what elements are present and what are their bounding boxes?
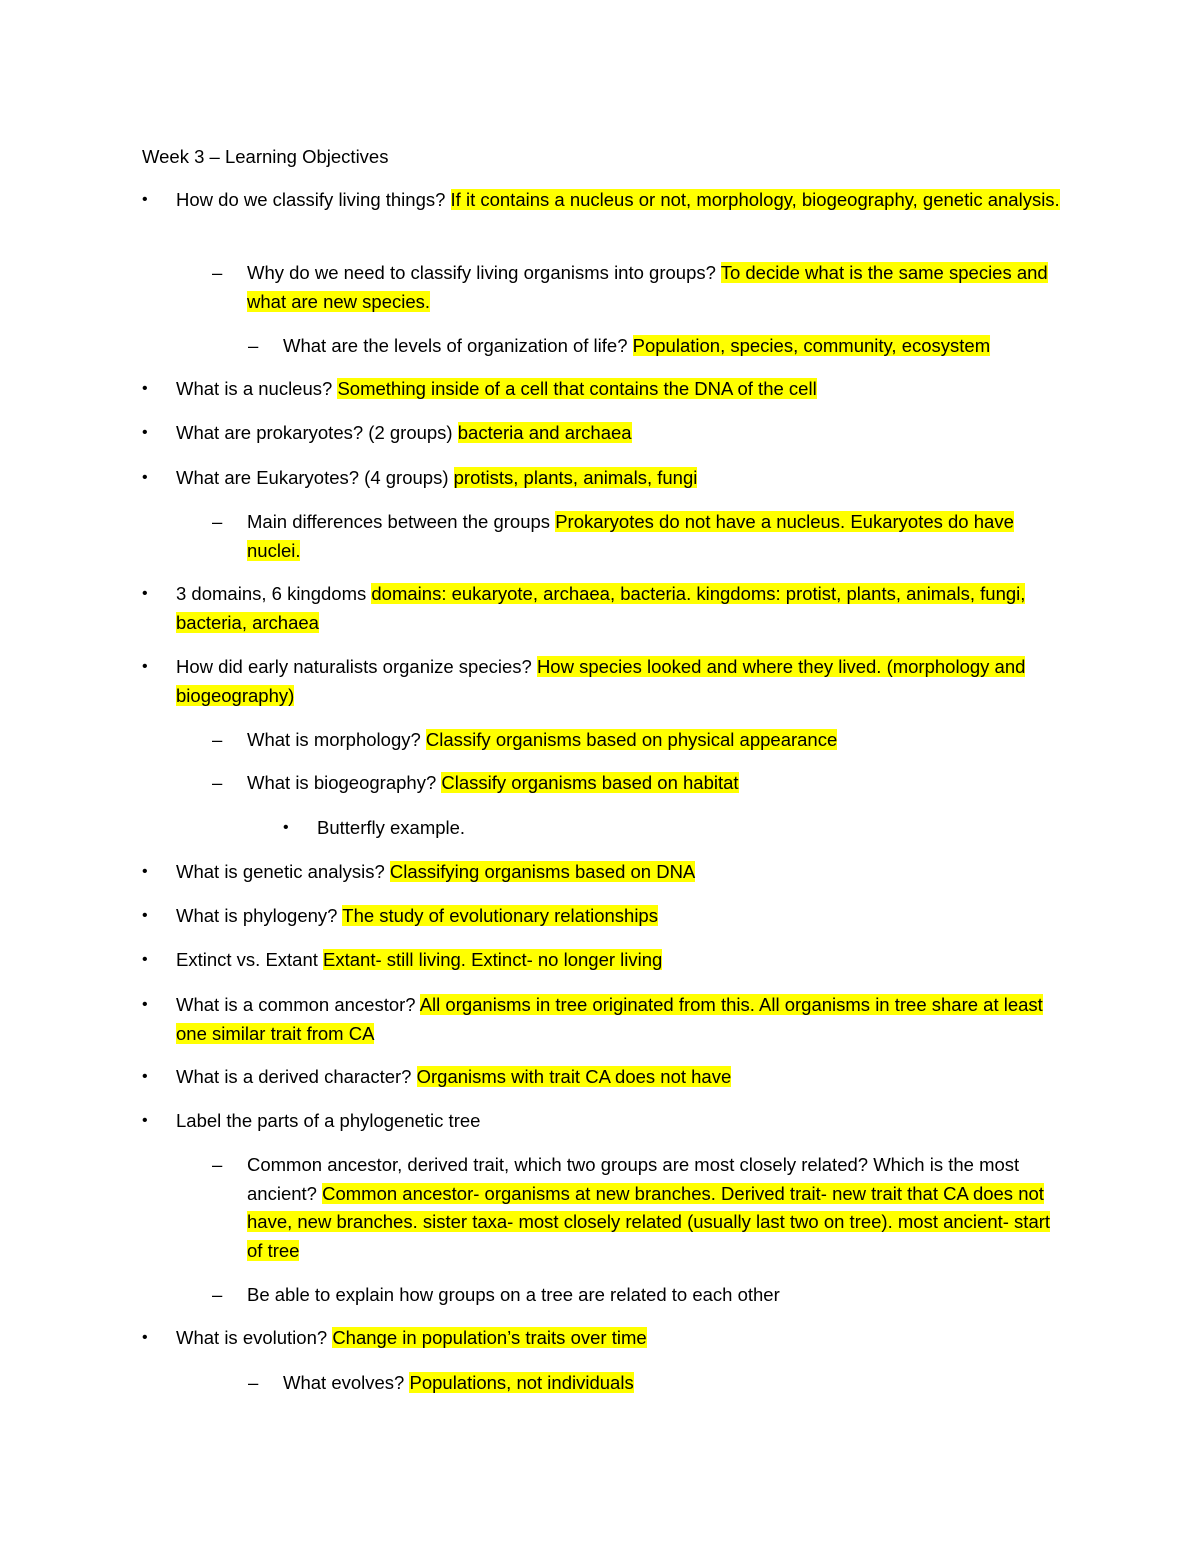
question-text: Common ancestor, derived trait, which two groups are most closely related? Which is the most ancient?: [247, 1154, 1020, 1204]
question-text: How did early naturalists organize species?: [176, 656, 537, 677]
dash-icon: –: [248, 335, 259, 356]
answer-highlight: Populations, not individuals: [409, 1372, 634, 1393]
list-item: [142, 653, 1061, 710]
answer-highlight: Something inside of a cell that contains the DNA of the cell: [337, 378, 817, 399]
bullet-icon: •: [142, 907, 148, 924]
question-text: What are the levels of organization of life?: [283, 335, 633, 356]
dash-icon: –: [212, 1154, 223, 1175]
question-text: Why do we need to classify living organisms into groups?: [247, 262, 721, 283]
answer-highlight: How species looked and where they lived. (morphology and biogeography): [176, 656, 1026, 706]
dash-icon: –: [212, 772, 223, 793]
bullet-icon: •: [142, 1329, 148, 1346]
answer-highlight: Extant- still living. Extinct- no longer living: [323, 949, 663, 970]
answer-highlight: protists, plants, animals, fungi: [453, 467, 698, 488]
bullet-icon: •: [142, 863, 148, 880]
list-item: [142, 946, 1061, 975]
bullet-icon: •: [142, 469, 148, 486]
answer-highlight: Organisms with trait CA does not have: [416, 1066, 732, 1087]
question-text: What is phylogeny?: [176, 905, 343, 926]
bullet-icon: •: [142, 585, 148, 602]
question-text: What is genetic analysis?: [176, 861, 390, 882]
document-title: Week 3 – Learning Objectives: [142, 146, 389, 167]
answer-highlight: Classify organisms based on habitat: [441, 772, 739, 793]
dash-icon: –: [212, 262, 223, 283]
answer-highlight: Population, species, community, ecosystem: [632, 335, 991, 356]
list-item: [142, 1107, 1061, 1136]
question-text: What is morphology?: [247, 729, 426, 750]
list-item: [248, 1369, 1063, 1398]
bullet-icon: •: [142, 1112, 148, 1129]
list-item: [283, 814, 1062, 843]
list-item: [142, 991, 1061, 1048]
list-item: [212, 726, 1062, 755]
dash-icon: –: [248, 1372, 259, 1393]
answer-highlight: Classifying organisms based on DNA: [389, 861, 696, 882]
list-item: [212, 259, 1062, 316]
question-text: What is a nucleus?: [176, 378, 338, 399]
question-text: Butterfly example.: [317, 817, 466, 838]
dash-icon: –: [212, 729, 223, 750]
list-item: [142, 186, 1061, 215]
question-text: Label the parts of a phylogenetic tree: [176, 1110, 481, 1131]
list-item: [142, 858, 1061, 887]
answer-highlight: bacteria and archaea: [457, 422, 632, 443]
question-text: What is a common ancestor?: [176, 994, 420, 1015]
bullet-icon: •: [142, 996, 148, 1013]
question-text: What is biogeography?: [247, 772, 442, 793]
list-item: [212, 1151, 1062, 1265]
answer-highlight: domains: eukaryote, archaea, bacteria. kingdoms: protist, plants, animals, fungi, bacteria, archaea: [176, 583, 1026, 633]
bullet-icon: •: [142, 658, 148, 675]
answer-highlight: Classify organisms based on physical appearance: [425, 729, 838, 750]
question-text: Main differences between the groups: [247, 511, 556, 532]
answer-highlight: Common ancestor- organisms at new branches. Derived trait- new trait that CA does not have, new branches. sister taxa- most closely related (usually last two on tree). most ancient- start of tree: [247, 1182, 1051, 1261]
list-item: [142, 1063, 1061, 1092]
question-text: Be able to explain how groups on a tree are related to each other: [247, 1284, 780, 1305]
dash-icon: –: [212, 1284, 223, 1305]
bullet-icon: •: [283, 819, 289, 836]
answer-highlight: Change in population’s traits over time: [332, 1327, 647, 1348]
list-item: [212, 508, 1062, 565]
list-item: [142, 375, 1061, 404]
list-item: [142, 902, 1061, 931]
bullet-icon: •: [142, 191, 148, 208]
question-text: Extinct vs. Extant: [176, 949, 324, 970]
bullet-icon: •: [142, 380, 148, 397]
question-text: What is a derived character?: [176, 1066, 417, 1087]
answer-highlight: If it contains a nucleus or not, morphology, biogeography, genetic analysis.: [450, 189, 1060, 210]
bullet-icon: •: [142, 951, 148, 968]
list-item: [142, 464, 1061, 493]
bullet-icon: •: [142, 1068, 148, 1085]
bullet-icon: •: [142, 424, 148, 441]
answer-highlight: To decide what is the same species and what are new species.: [247, 262, 1048, 312]
question-text: What is evolution?: [176, 1327, 333, 1348]
dash-icon: –: [212, 511, 223, 532]
question-text: How do we classify living things?: [176, 189, 451, 210]
list-item: [248, 332, 1063, 361]
list-item: [142, 580, 1061, 637]
question-text: What are prokaryotes? (2 groups): [176, 422, 458, 443]
question-text: What evolves?: [283, 1372, 410, 1393]
list-item: [212, 1281, 1062, 1310]
list-item: [212, 769, 1062, 798]
question-text: 3 domains, 6 kingdoms: [176, 583, 372, 604]
list-item: [142, 1324, 1061, 1353]
answer-highlight: All organisms in tree originated from this. All organisms in tree share at least one similar trait from CA: [176, 994, 1043, 1044]
list-item: [142, 419, 1061, 448]
question-text: What are Eukaryotes? (4 groups): [176, 467, 454, 488]
answer-highlight: Prokaryotes do not have a nucleus. Eukaryotes do have nuclei.: [247, 511, 1014, 561]
answer-highlight: The study of evolutionary relationships: [342, 905, 658, 926]
